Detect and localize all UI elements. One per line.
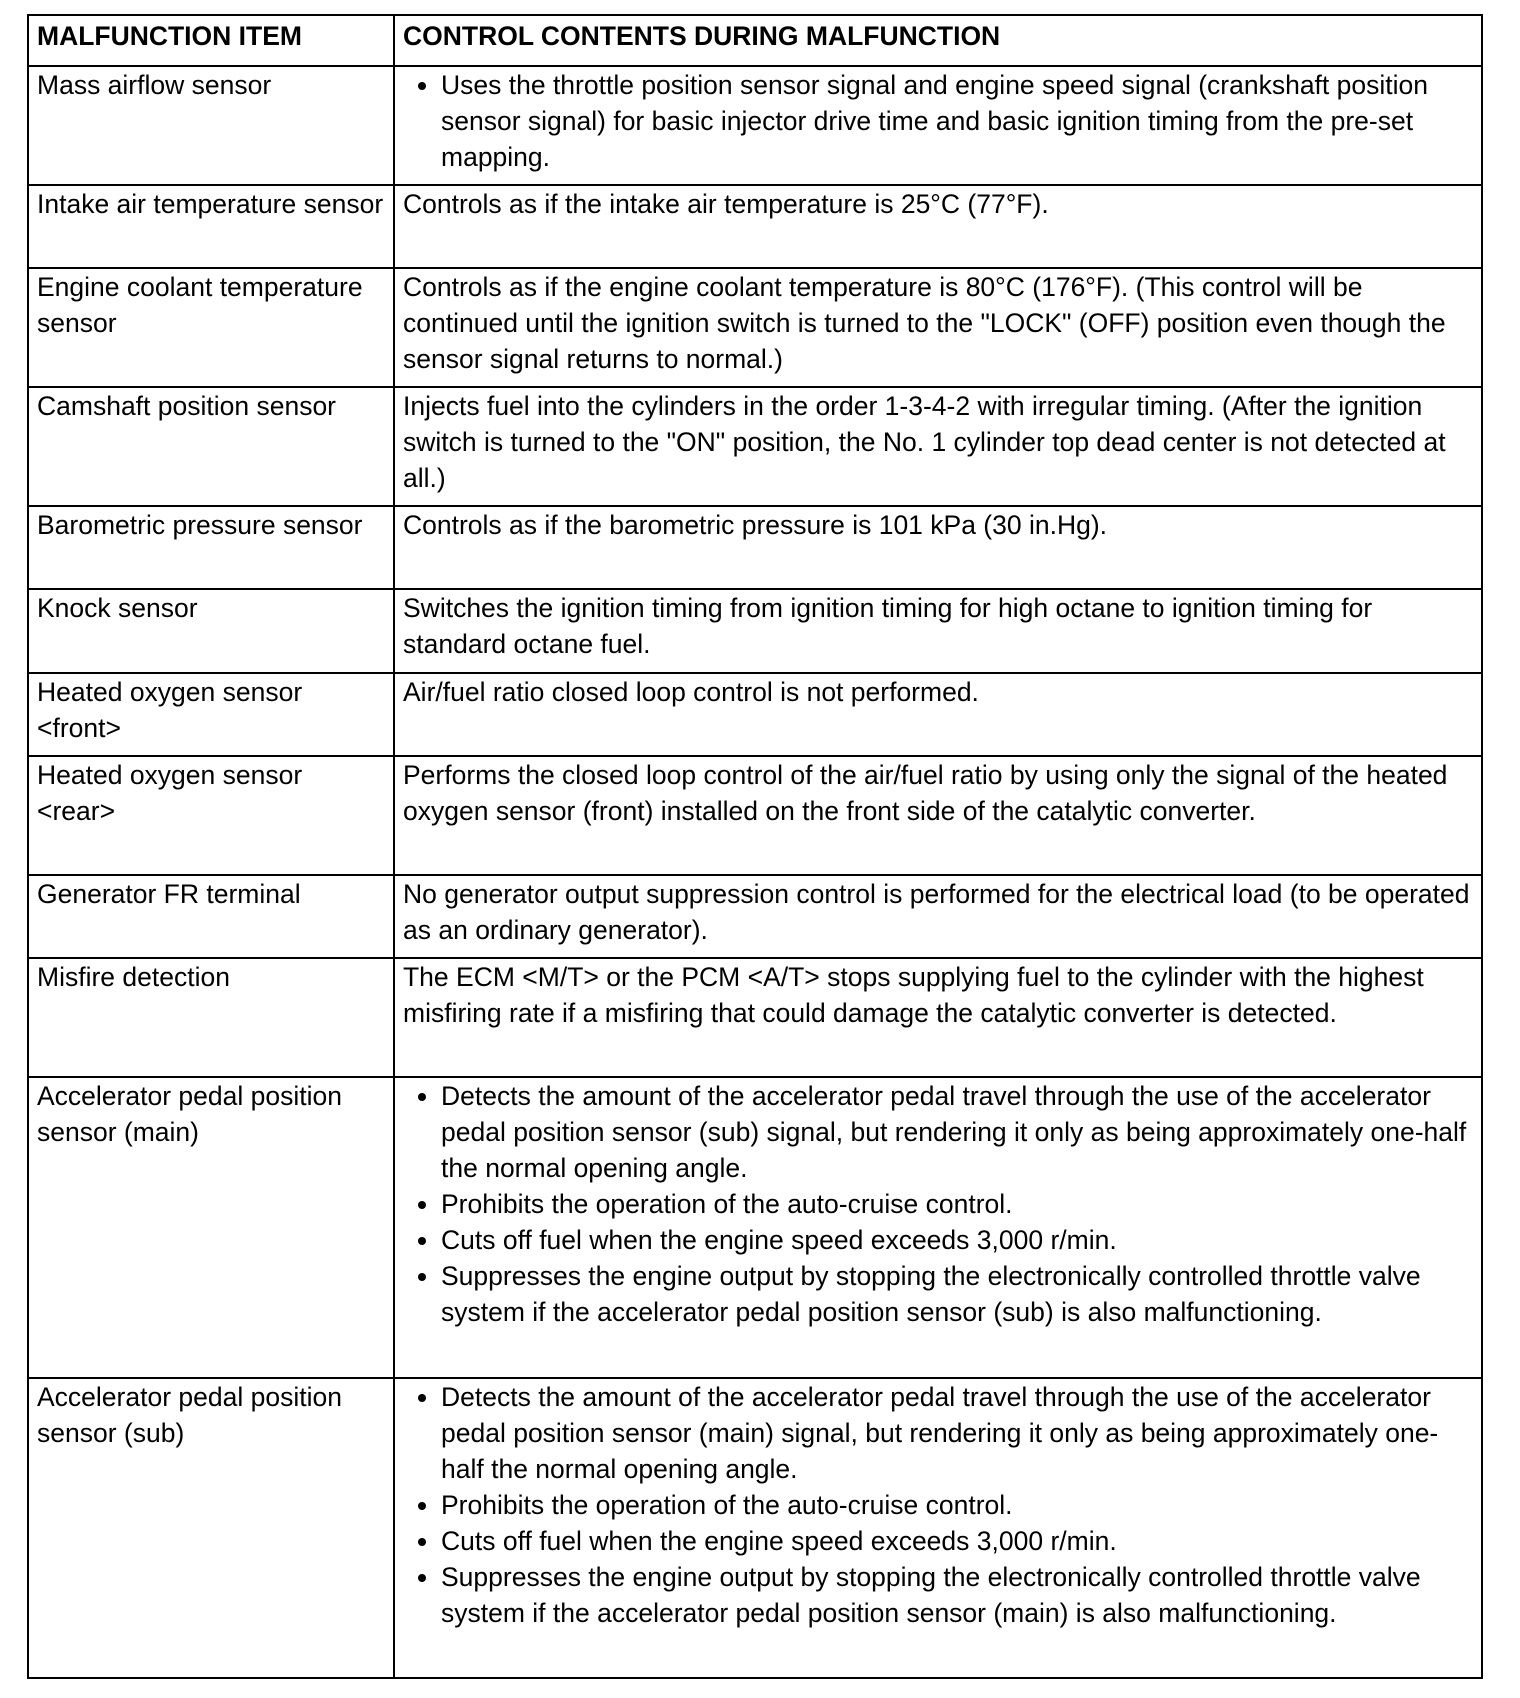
- table-row: [28, 673, 1482, 756]
- table-row: [28, 185, 1482, 268]
- malfunction-item: Knock sensor: [28, 589, 394, 673]
- malfunction-item: Camshaft position sensor: [28, 387, 394, 506]
- malfunction-item: Intake air temperature sensor: [28, 185, 394, 268]
- control-contents: Switches the ignition timing from ignition timing for high octane to ignition timing for standard octane fuel.: [394, 589, 1482, 673]
- malfunction-item: Accelerator pedal position sensor (main): [28, 1077, 394, 1378]
- control-contents: Performs the closed loop control of the air/fuel ratio by using only the signal of the heated oxygen sensor (front) installed on the front side of the catalytic converter.: [394, 756, 1482, 875]
- control-contents: [394, 1378, 1482, 1678]
- bullet-item: • Cuts off fuel when the engine speed exceeds 3,000 r/min.: [441, 1523, 1473, 1559]
- table-row: [28, 756, 1482, 875]
- control-contents: Injects fuel into the cylinders in the order 1-3-4-2 with irregular timing. (After the ignition switch is turned to the "ON" position, the No. 1 cylinder top dead center is not detected at all.): [394, 387, 1482, 506]
- header-control-contents: CONTROL CONTENTS DURING MALFUNCTION: [394, 15, 1482, 66]
- bullet-list: [403, 67, 1473, 175]
- control-contents: Air/fuel ratio closed loop control is not performed.: [394, 673, 1482, 756]
- malfunction-item: Accelerator pedal position sensor (sub): [28, 1378, 394, 1678]
- control-contents: Controls as if the engine coolant temperature is 80°C (176°F). (This control will be continued until the ignition switch is turned to the "LOCK" (OFF) position even though the sensor signal returns to normal.): [394, 268, 1482, 387]
- table-row: [28, 875, 1482, 958]
- control-contents: [394, 66, 1482, 185]
- control-contents: The ECM <M/T> or the PCM <A/T> stops supplying fuel to the cylinder with the highest misfiring rate if a misfiring that could damage the catalytic converter is detected.: [394, 958, 1482, 1077]
- header-row: [28, 15, 1482, 66]
- bullet-item: • Uses the throttle position sensor signal and engine speed signal (crankshaft position sensor signal) for basic injector drive time and basic ignition timing from the pre-set mapping.: [441, 67, 1473, 175]
- table-row: [28, 66, 1482, 185]
- malfunction-item: Misfire detection: [28, 958, 394, 1077]
- bullet-list: [403, 1078, 1473, 1330]
- bullet-item: • Detects the amount of the accelerator pedal travel through the use of the accelerator pedal position sensor (main) signal, but rendering it only as being approximately one-half the normal opening angle.: [441, 1379, 1473, 1487]
- bullet-list: [403, 1379, 1473, 1631]
- malfunction-item: Heated oxygen sensor <front>: [28, 673, 394, 756]
- table-row: [28, 958, 1482, 1077]
- bullet-item: • Cuts off fuel when the engine speed exceeds 3,000 r/min.: [441, 1222, 1473, 1258]
- bullet-item: • Detects the amount of the accelerator pedal travel through the use of the accelerator pedal position sensor (sub) signal, but rendering it only as being approximately one-half the normal opening angle.: [441, 1078, 1473, 1186]
- bullet-item: • Prohibits the operation of the auto-cruise control.: [441, 1487, 1473, 1523]
- control-contents: No generator output suppression control is performed for the electrical load (to be operated as an ordinary generator).: [394, 875, 1482, 958]
- table-row: [28, 387, 1482, 506]
- control-contents: Controls as if the intake air temperature is 25°C (77°F).: [394, 185, 1482, 268]
- malfunction-item: Barometric pressure sensor: [28, 506, 394, 589]
- malfunction-item: Generator FR terminal: [28, 875, 394, 958]
- table-row: [28, 1077, 1482, 1378]
- malfunction-item: Engine coolant temperature sensor: [28, 268, 394, 387]
- bullet-item: • Suppresses the engine output by stopping the electronically controlled throttle valve system if the accelerator pedal position sensor (main) is also malfunctioning.: [441, 1559, 1473, 1631]
- malfunction-item: Heated oxygen sensor <rear>: [28, 756, 394, 875]
- bullet-item: • Suppresses the engine output by stopping the electronically controlled throttle valve system if the accelerator pedal position sensor (sub) is also malfunctioning.: [441, 1258, 1473, 1330]
- table-row: [28, 589, 1482, 673]
- table-row: [28, 268, 1482, 387]
- control-contents: [394, 1077, 1482, 1378]
- bullet-item: • Prohibits the operation of the auto-cruise control.: [441, 1186, 1473, 1222]
- malfunction-table: [27, 14, 1483, 1679]
- table-row: [28, 1378, 1482, 1678]
- malfunction-item: Mass airflow sensor: [28, 66, 394, 185]
- control-contents: Controls as if the barometric pressure is 101 kPa (30 in.Hg).: [394, 506, 1482, 589]
- header-malfunction-item: MALFUNCTION ITEM: [28, 15, 394, 66]
- table-row: [28, 506, 1482, 589]
